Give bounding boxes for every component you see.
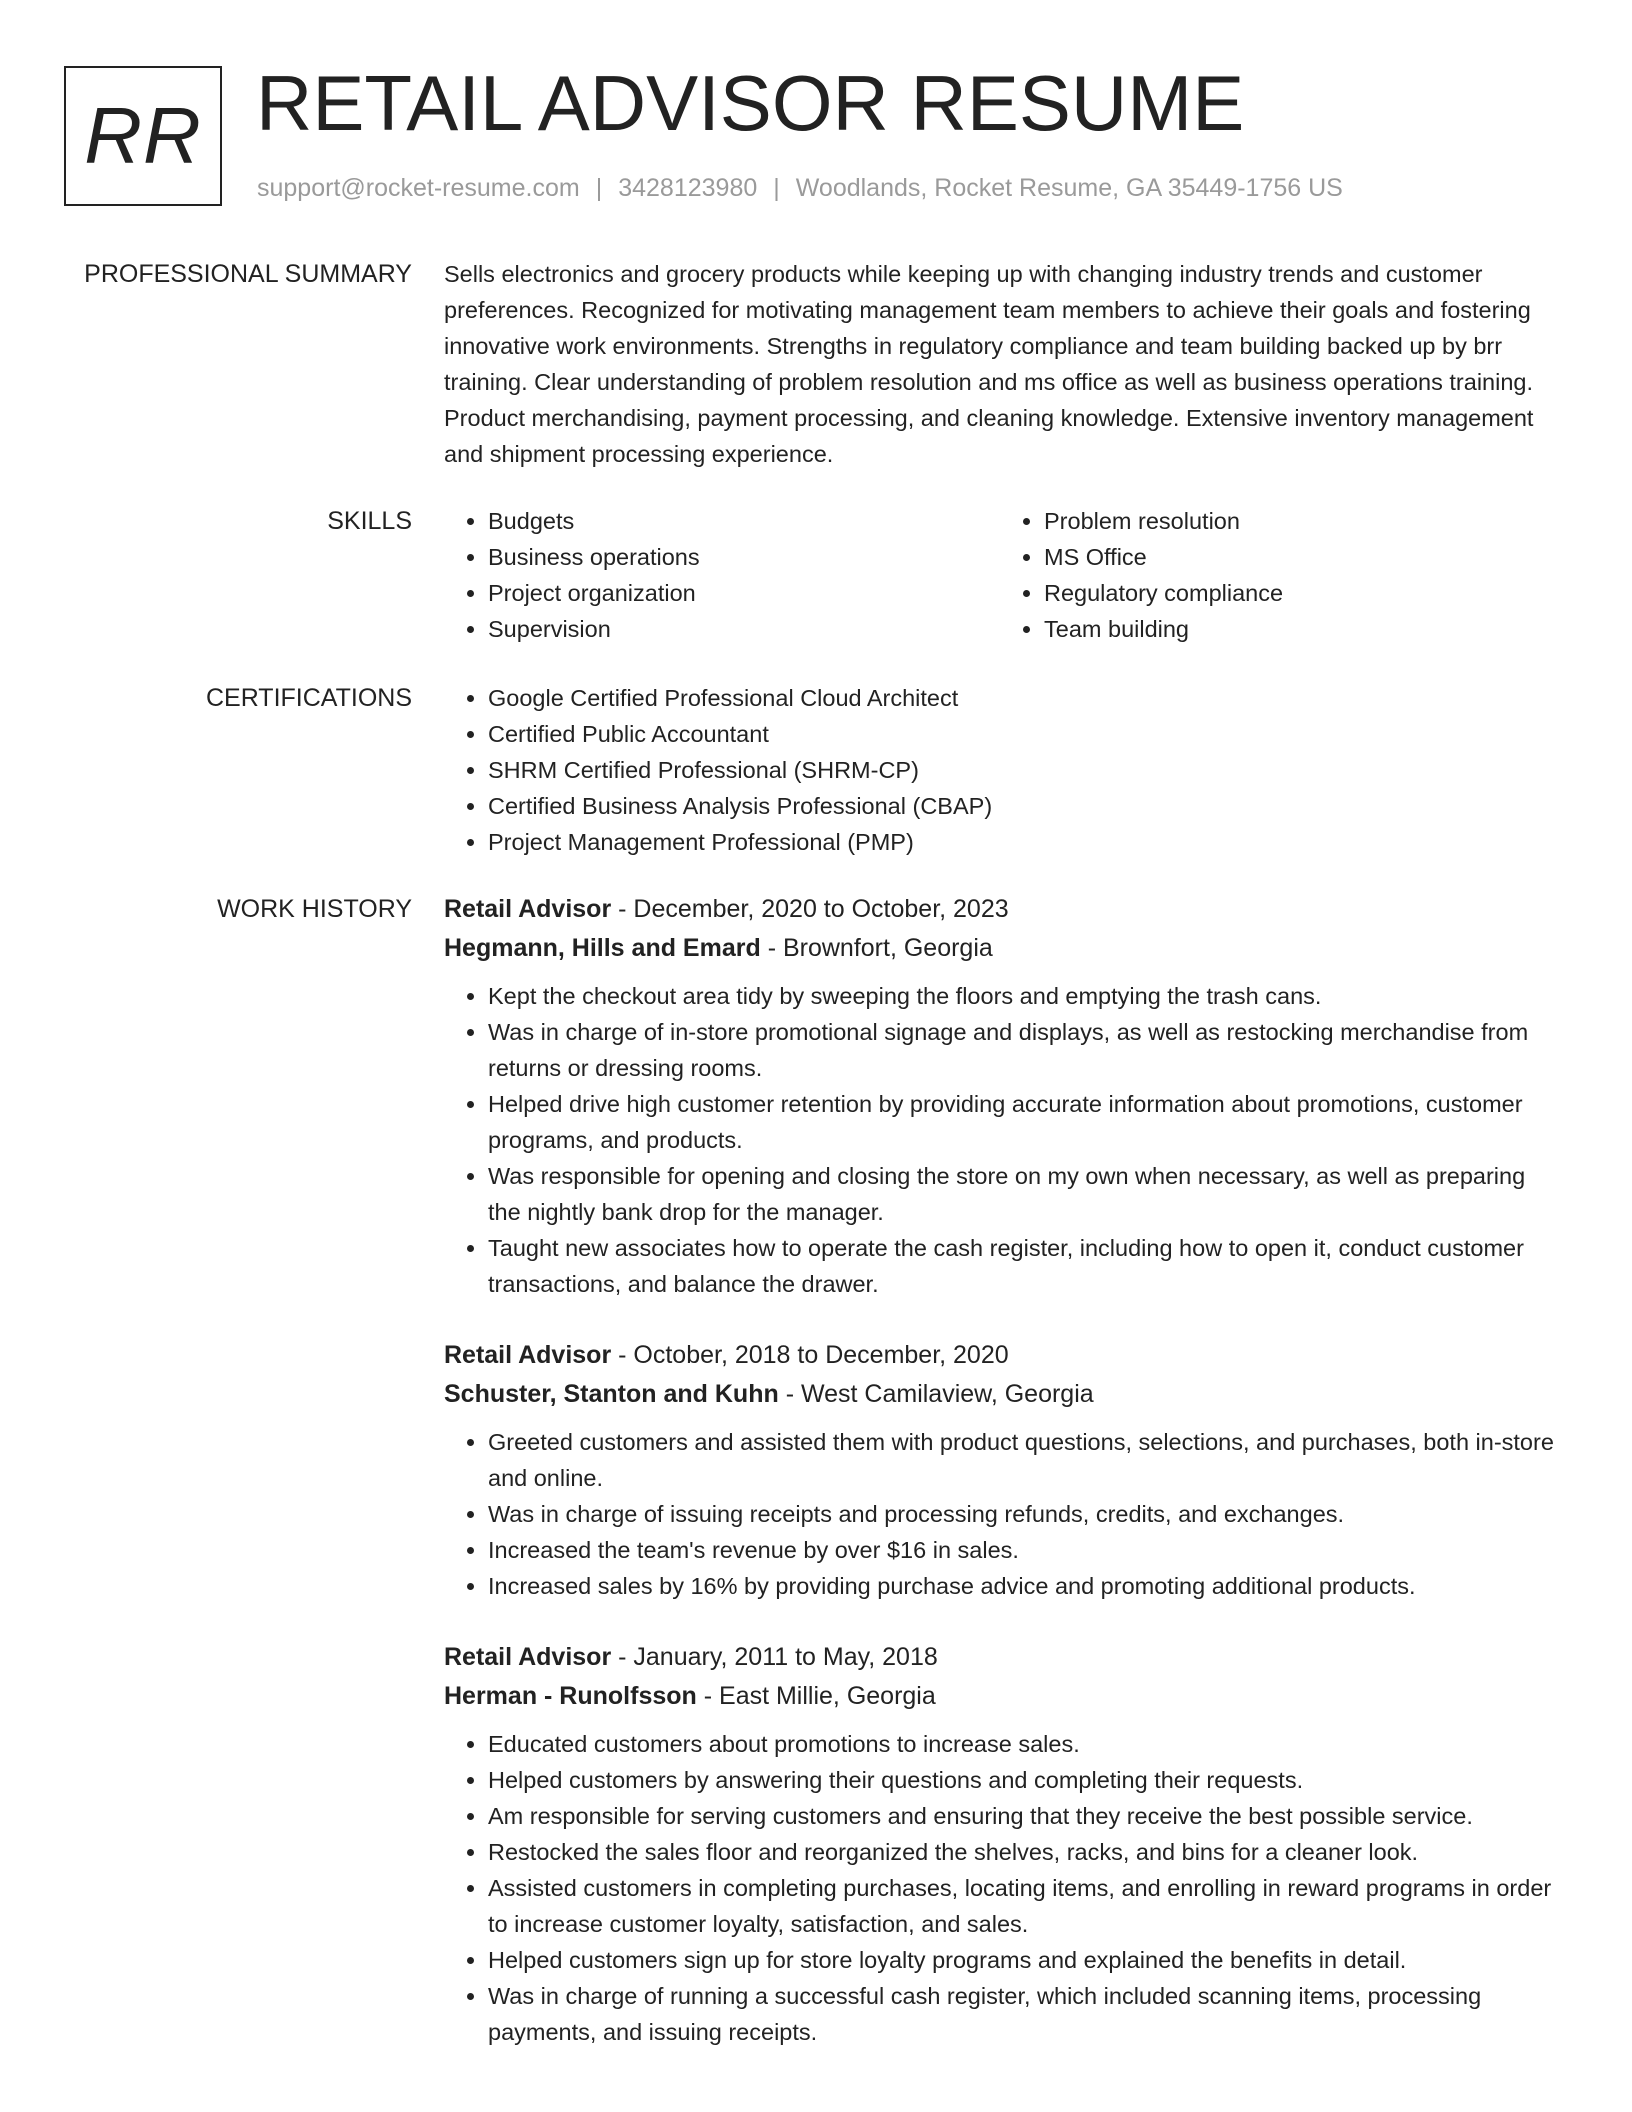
job-title-line xyxy=(444,1638,1556,1677)
summary-body xyxy=(444,256,1556,472)
job-title: Retail Advisor xyxy=(444,1643,612,1671)
contact-address: Woodlands, Rocket Resume, GA 35449-1756 US xyxy=(795,174,1343,202)
job-duty-item: • Was in charge of in-store promotional signage and displays, as well as restocking merchandise from returns or dressing rooms. xyxy=(488,1014,1556,1086)
page-title: RETAIL ADVISOR RESUME xyxy=(256,59,1245,147)
skill-item: • Team building xyxy=(1044,611,1556,647)
job-duty-item: • Taught new associates how to operate the cash register, including how to open it, conduct customer transactions, and balance the drawer. xyxy=(488,1230,1556,1302)
job-duties-list xyxy=(444,1424,1556,1604)
job-entry xyxy=(444,1638,1556,2050)
skill-item: • MS Office xyxy=(1044,539,1556,575)
certification-item: • Google Certified Professional Cloud Architect xyxy=(488,680,1556,716)
job-duty-item: • Kept the checkout area tidy by sweeping the floors and emptying the trash cans. xyxy=(488,978,1556,1014)
job-entry xyxy=(444,1336,1556,1604)
job-company: Herman - Runolfsson xyxy=(444,1682,697,1710)
job-duties-list xyxy=(444,1726,1556,2050)
job-dates: - October, 2018 to December, 2020 xyxy=(611,1341,1009,1369)
work-history-label: WORK HISTORY xyxy=(217,895,412,923)
job-company-line xyxy=(444,1375,1556,1414)
certification-item: • Certified Public Accountant xyxy=(488,716,1556,752)
job-title: Retail Advisor xyxy=(444,1341,612,1369)
skill-item: • Business operations xyxy=(488,539,1000,575)
job-duty-item: • Increased sales by 16% by providing purchase advice and promoting additional products. xyxy=(488,1568,1556,1604)
job-duty-item: • Was responsible for opening and closing the store on my own when necessary, as well as preparing the nightly bank drop for the manager. xyxy=(488,1158,1556,1230)
job-company: Schuster, Stanton and Kuhn xyxy=(444,1380,779,1408)
certifications-label: CERTIFICATIONS xyxy=(205,684,412,712)
skill-item: • Regulatory compliance xyxy=(1044,575,1556,611)
certification-item: • Certified Business Analysis Professional (CBAP) xyxy=(488,788,1556,824)
job-duty-item: • Increased the team's revenue by over $16 in sales. xyxy=(488,1532,1556,1568)
job-duty-item: • Greeted customers and assisted them with product questions, selections, and purchases, both in-store and online. xyxy=(488,1424,1556,1496)
job-title-line xyxy=(444,890,1556,929)
job-entry xyxy=(444,890,1556,1302)
certifications-body xyxy=(444,680,1556,860)
job-duty-item: • Was in charge of running a successful cash register, which included scanning items, processing payments, and issuing receipts. xyxy=(488,1978,1556,2050)
contact-line xyxy=(257,174,1343,203)
skills-body xyxy=(444,503,1556,647)
contact-email: support@rocket-resume.com xyxy=(257,174,580,202)
job-duty-item: • Restocked the sales floor and reorganized the shelves, racks, and bins for a cleaner look. xyxy=(488,1834,1556,1870)
contact-phone: 3428123980 xyxy=(618,174,758,202)
job-duty-item: • Was in charge of issuing receipts and processing refunds, credits, and exchanges. xyxy=(488,1496,1556,1532)
job-duty-item: • Am responsible for serving customers and ensuring that they receive the best possible service. xyxy=(488,1798,1556,1834)
job-company-line xyxy=(444,929,1556,968)
job-title-line xyxy=(444,1336,1556,1375)
skills-label: SKILLS xyxy=(327,507,412,535)
skill-item: • Supervision xyxy=(488,611,1000,647)
contact-separator: | xyxy=(773,174,780,202)
job-duty-item: • Educated customers about promotions to increase sales. xyxy=(488,1726,1556,1762)
job-location: - East Millie, Georgia xyxy=(696,1682,936,1710)
skill-item: • Project organization xyxy=(488,575,1000,611)
certifications-list xyxy=(444,680,1556,860)
certification-item: • SHRM Certified Professional (SHRM-CP) xyxy=(488,752,1556,788)
job-dates: - January, 2011 to May, 2018 xyxy=(611,1643,938,1671)
summary-label: PROFESSIONAL SUMMARY xyxy=(84,260,412,288)
summary-text: Sells electronics and grocery products while keeping up with changing industry trends and customer preferences. Recognized for motivating management team members to achieve their goals and fostering innovative work environments. Strengths in regulatory compliance and team building backed up by brr training. Clear understanding of problem resolution and ms office as well as business operations training. Product merchandising, payment processing, and cleaning knowledge. Extensive inventory management and shipment processing experience. xyxy=(444,261,1534,467)
skill-item: • Budgets xyxy=(488,503,1000,539)
contact-separator: | xyxy=(595,174,603,202)
job-location: - West Camilaview, Georgia xyxy=(778,1380,1094,1408)
job-title: Retail Advisor xyxy=(444,895,612,923)
job-duty-item: • Helped drive high customer retention by providing accurate information about promotions, customer programs, and products. xyxy=(488,1086,1556,1158)
job-duties-list xyxy=(444,978,1556,1302)
job-location: - Brownfort, Georgia xyxy=(760,934,993,962)
job-duty-item: • Assisted customers in completing purchases, locating items, and enrolling in reward programs in order to increase customer loyalty, satisfaction, and sales. xyxy=(488,1870,1556,1942)
work-history-body xyxy=(444,890,1556,2084)
skills-list-right xyxy=(1000,503,1556,647)
skills-list-left xyxy=(444,503,1000,647)
job-duty-item: • Helped customers sign up for store loyalty programs and explained the benefits in detail. xyxy=(488,1942,1556,1978)
job-duty-item: • Helped customers by answering their questions and completing their requests. xyxy=(488,1762,1556,1798)
skill-item: • Problem resolution xyxy=(1044,503,1556,539)
job-company: Hegmann, Hills and Emard xyxy=(444,934,761,962)
job-company-line xyxy=(444,1677,1556,1716)
monogram-logo: RR xyxy=(64,66,222,206)
certification-item: • Project Management Professional (PMP) xyxy=(488,824,1556,860)
job-dates: - December, 2020 to October, 2023 xyxy=(611,895,1009,923)
